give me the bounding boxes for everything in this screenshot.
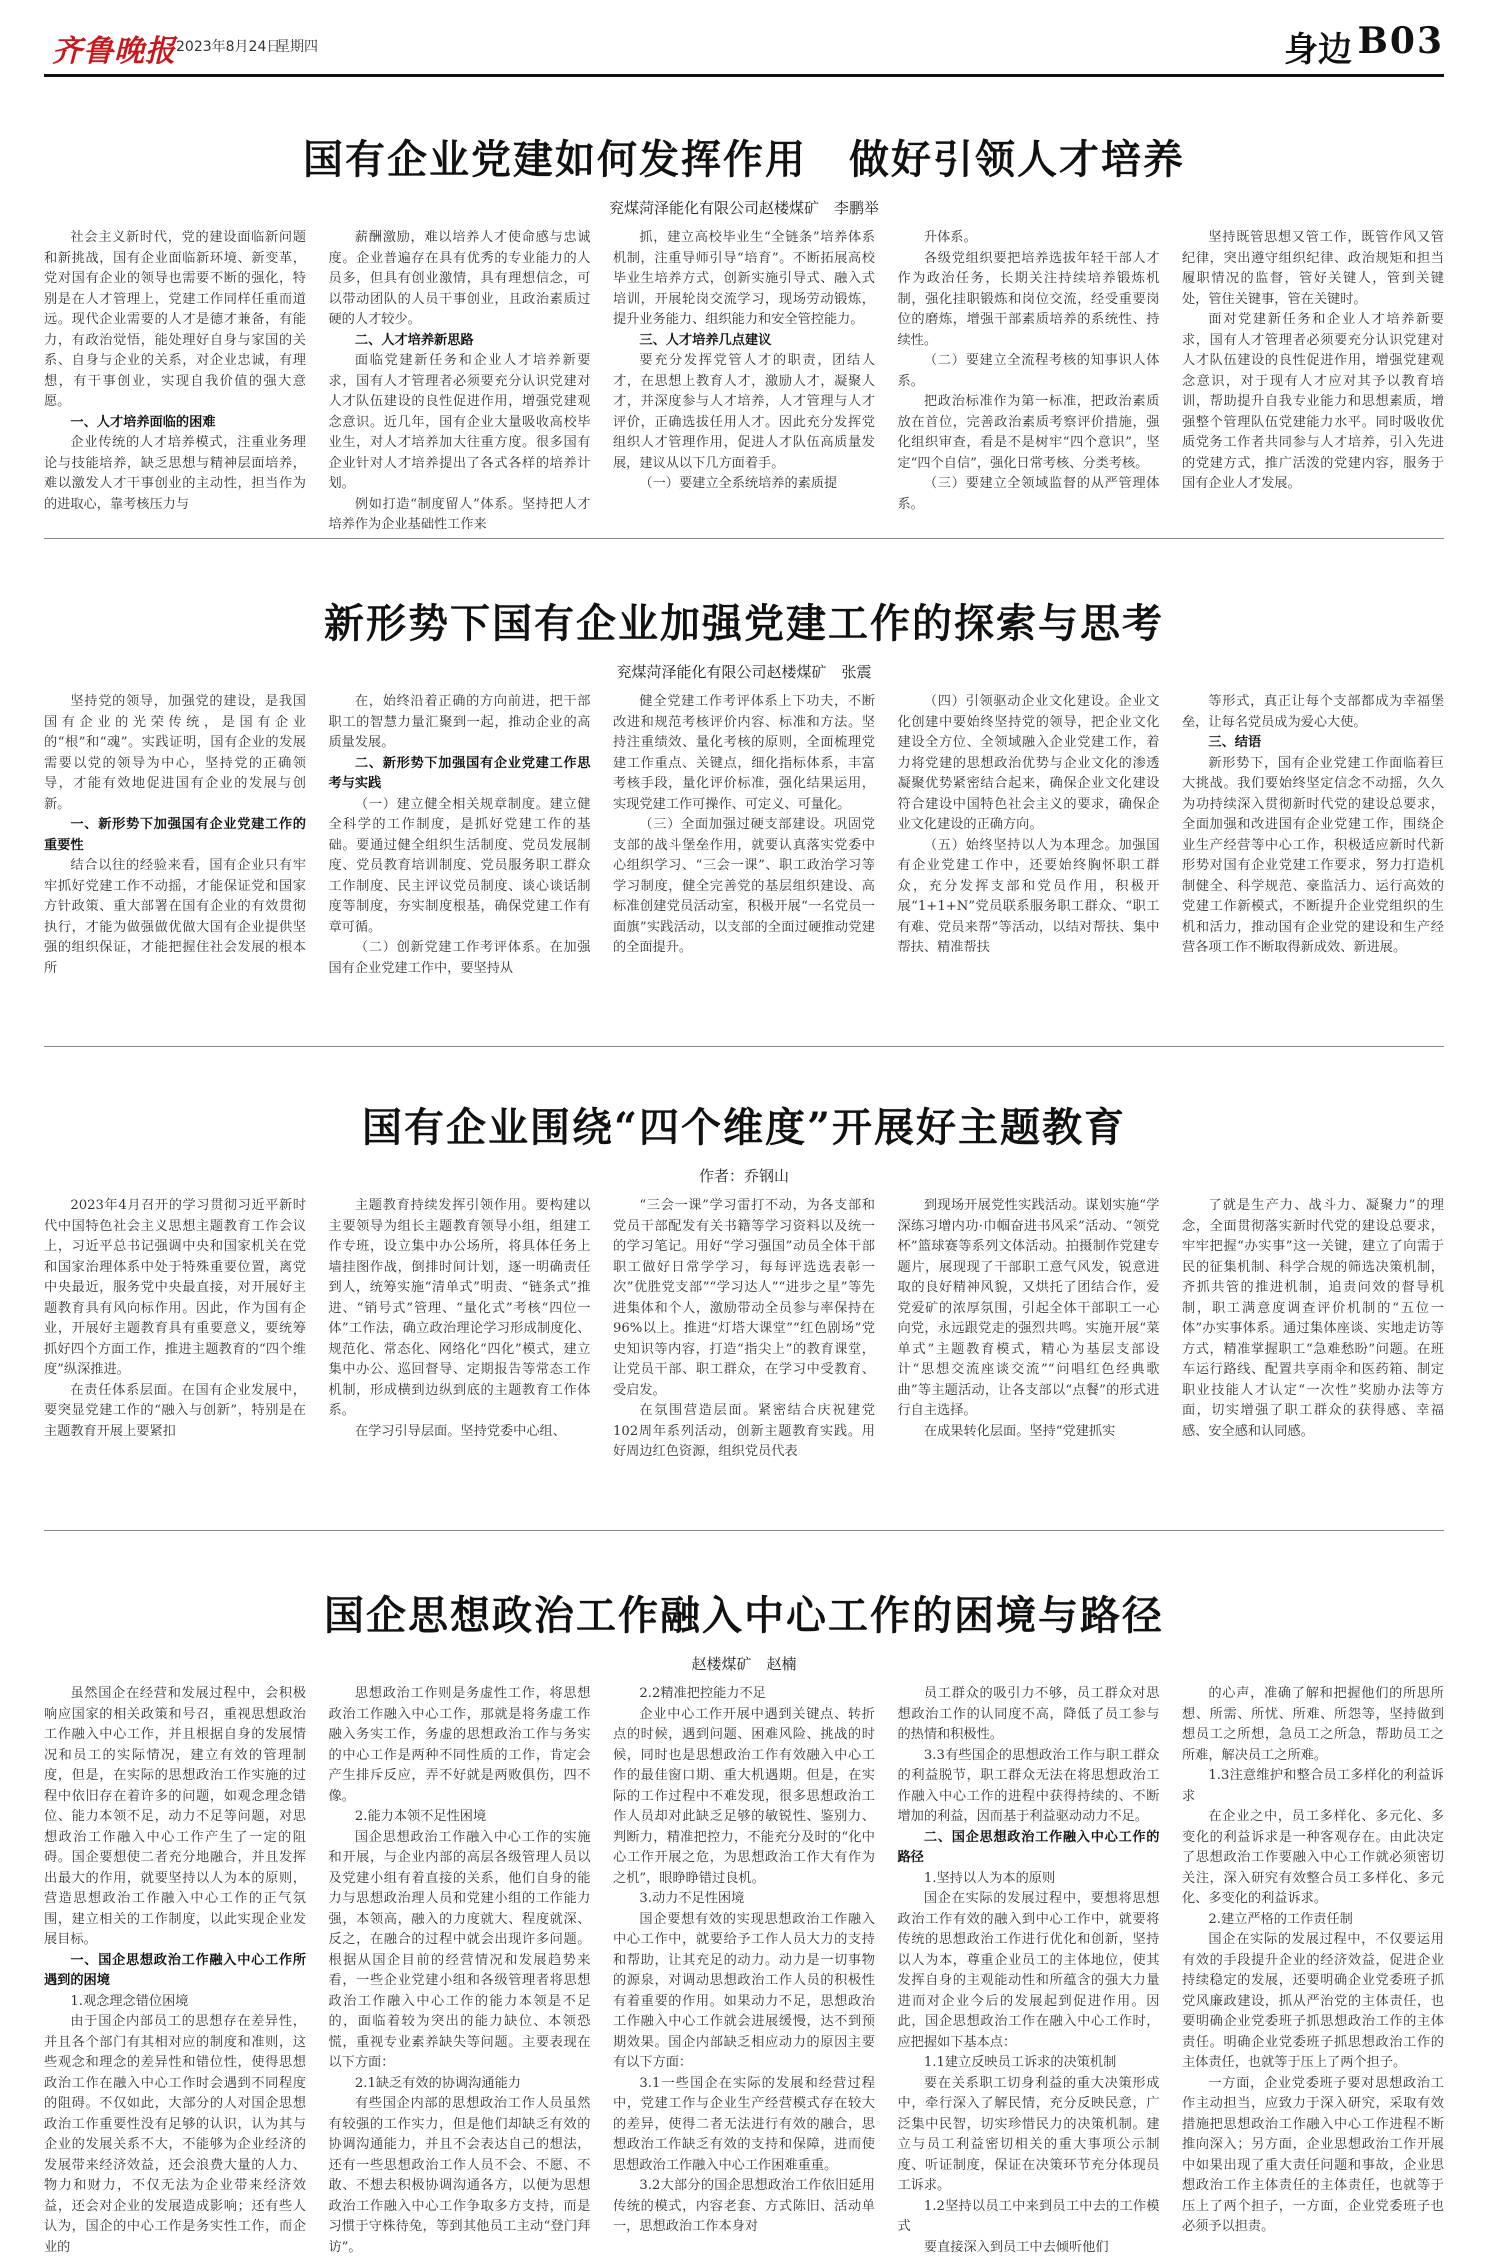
- article-2: [44, 592, 1444, 1042]
- article-byline: 作者：乔钢山: [44, 1165, 1444, 1186]
- article-1: [44, 128, 1444, 528]
- section-heading: 二、新形势下加强国有企业党建工作思考与实践: [329, 754, 591, 795]
- paragraph: 1.2坚持以员工中来到员工中去的工作模式: [898, 2197, 1160, 2238]
- paragraph: 抓，建立高校毕业生“全链条”培养体系机制，注重导师引导“培育”。不断拓展高校毕业生培养方式，创新实施引导式、融入式培训，开展轮岗交流学习，现场劳动锻炼，提升业务能力、组织能力和安全管控能力。: [613, 228, 875, 331]
- paragraph: 一方面，企业党委班子要对思想政治工作主动担当，应致力于深入研究，采取有效措施把思想政治工作融入中心工作进程不断推向深入；另方面，企业思想政治工作开展中如果出现了重大责任问题和事故，企业思想政治工作主体责任的主体责任，也就等于压上了两个担子，一方面，企业党委班子也必须予以担责。: [1182, 2074, 1444, 2238]
- paragraph: 新形势下，国有企业党建工作面临着巨大挑战。我们要始终坚定信念不动摇，久久为功持续深入贯彻新时代党的建设总要求，全面加强和改进国有企业党建工作，围绕企业生产经营等中心工作，积极适应新时代新形势对国有企业党建工作要求，努力打造机制健全、科学规范、豪监活力、运行高效的党建工作新模式，不断提升企业党组织的生机和活力，推动国有企业党的建设和生产经营各项工作不断取得新成效、新进展。: [1182, 754, 1444, 959]
- paragraph: 2.1缺乏有效的协调沟通能力: [329, 2074, 591, 2095]
- article-title: 国有企业围绕“四个维度”开展好主题教育: [44, 1096, 1444, 1153]
- paragraph: 面临党建新任务和企业人才培养新要求，国有人才管理者必须要充分认识党建对人才队伍建设的良性促进作用，增强党建观念意识。近几年，国有企业大量吸收高校毕业生，对人才培养加大往重方度。很多国有企业针对人才培养提出了各式各样的培养计划。: [329, 351, 591, 495]
- paragraph: （三）要建立全领域监督的从严管理体系。: [898, 474, 1160, 515]
- paragraph: 员工群众的吸引力不够，员工群众对思想政治工作的认同度不高，降低了员工参与的热情和积极性。: [898, 1684, 1160, 1746]
- paragraph: 3.2大部分的国企思想政治工作依旧延用传统的模式，内容老套、方式陈旧、活动单一，思想政治工作本身对: [613, 2176, 875, 2238]
- paragraph: 在企业之中，员工多样化、多元化、多变化的利益诉求是一种客观存在。由此决定了思想政治工作要融入中心工作就必须密切关注，深入研究有效整合员工多样化、多元化、多变化的利益诉求。: [1182, 1807, 1444, 1910]
- article-columns: [44, 1196, 1444, 1518]
- masthead: [0, 0, 1488, 82]
- paragraph: 坚持既管思想又管工作，既管作风又管纪律，突出遵守组织纪律、政治规矩和担当履职情况的监督，管好关键人，管到关键处，管住关键事，管在关键时。: [1182, 228, 1444, 310]
- paragraph: 思想政治工作则是务虚性工作，将思想政治工作融入中心工作，那就是将务虚工作融入务实工作，务虚的思想政治工作与务实的中心工作是两种不同性质的工作，肯定会产生排斥反应，弄不好就是两败俱伤，四不像。: [329, 1684, 591, 1807]
- paragraph: （四）引领驱动企业文化建设。企业文化创建中要始终坚持党的领导，把企业文化建设全方位、全领域融入企业党建工作，着力将党建的思想政治优势与企业文化的渗透凝聚优势紧密结合起来，确保企业文化建设符合建设中国特色社会主义的要求，确保企业文化建设的正确方向。: [898, 692, 1160, 836]
- paragraph: 2023年4月召开的学习贯彻习近平新时代中国特色社会主义思想主题教育工作会议上，习近平总书记强调中央和国家机关在党和国家治理体系中处于特殊重要位置，离党中央最近，服务党中央最直接，对开展好主题教育具有风向标作用。因此，作为国有企业，开展好主题教育具有重要意义，要统筹抓好四个方面工作，推进主题教育的“四个维度”纵深推进。: [44, 1196, 306, 1381]
- text-column: [44, 1684, 306, 2172]
- paragraph: （五）始终坚持以人为本理念。加强国有企业党建工作中，还要始终胸怀职工群众，充分发挥支部和党员作用，积极开展“1+1+N”党员联系服务职工群众、“职工有难、党员来帮”等活动，以结对帮扶、集中帮扶、精准帮扶: [898, 836, 1160, 959]
- section-name: 身边: [1284, 22, 1352, 71]
- text-column: [329, 228, 591, 518]
- text-column: [898, 1684, 1160, 2172]
- paragraph: 1.坚持以人为本的原则: [898, 1869, 1160, 1890]
- article-title: 国有企业党建如何发挥作用 做好引领人才培养: [44, 128, 1444, 185]
- section-heading: 二、国企思想政治工作融入中心工作的路径: [898, 1828, 1160, 1869]
- paragraph: （一）建立健全相关规章制度。建立健全科学的工作制度，是抓好党建工作的基础。要通过健全组织生活制度、党员发展制度、党员教育培训制度、党员服务职工群众工作制度、民主评议党员制度、谈心谈话制度等制度，夯实制度根基，确保党建工作有章可循。: [329, 795, 591, 939]
- text-column: [613, 228, 875, 518]
- issue-weekday: 星期四: [276, 36, 318, 56]
- paragraph: 各级党组织要把培养选拔年轻干部人才作为政治任务，长期关注持续培养锻炼机制，强化挂职锻炼和岗位交流，经受重要岗位的磨炼，增强干部素质培养的系统性、持续性。: [898, 249, 1160, 352]
- paragraph: 企业传统的人才培养模式，注重业务理论与技能培养，缺乏思想与精神层面培养，难以激发人才干事创业的主动性，担当作为的进取心，靠考核压力与: [44, 433, 306, 515]
- text-column: [44, 228, 306, 518]
- section-heading: 二、人才培养新思路: [329, 331, 591, 352]
- text-column: [1182, 1196, 1444, 1518]
- paragraph: 在氛围营造层面。紧密结合庆祝建党102周年系列活动，创新主题教育实践。用好周边红色资源，组织党员代表: [613, 1401, 875, 1463]
- paragraph: 要直接深入到员工中去倾听他们: [898, 2238, 1160, 2258]
- article-3: [44, 1096, 1444, 1526]
- paragraph: 企业中心工作开展中遇到关键点、转折点的时候，遇到问题、困难风险、挑战的时候，同时也是思想政治工作有效融入中心工作的最佳窗口期、重大机遇期。但是，在实际的工作过程中不难发现，很多思想政治工作人员却对此缺乏足够的敏锐性、鉴别力、判断力，精准把控力，不能充分及时的“化中心工作开展之危，为思想政治工作大有作为之机”，眼睁睁错过良机。: [613, 1705, 875, 1890]
- text-column: [898, 228, 1160, 518]
- text-column: [329, 1196, 591, 1518]
- section-heading: 三、人才培养几点建议: [613, 331, 875, 352]
- article-columns: [44, 1684, 1444, 2172]
- paragraph: （一）要建立全系统培养的素质提: [613, 474, 875, 495]
- paragraph: 2.建立严格的工作责任制: [1182, 1910, 1444, 1931]
- section-heading: 一、人才培养面临的困难: [44, 413, 306, 434]
- section-divider: [44, 538, 1444, 539]
- text-column: [1182, 228, 1444, 518]
- newspaper-logo: 齐鲁晚报: [52, 26, 176, 70]
- paragraph: （二）要建立全流程考核的知事识人体系。: [898, 351, 1160, 392]
- paragraph: 国企在实际的发展过程中，要想将思想政治工作有效的融入到中心工作中，就要将传统的思想政治工作进行优化和创新，坚持以人为本，尊重企业员工的主体地位，使其发挥自身的主观能动性和所蕴含的强大力量进而对企业今后的发展起到促进作用。因此，国企思想政治工作在融入中心工作时，应把握如下基本点：: [898, 1889, 1160, 2053]
- paragraph: 2.2精准把控能力不足: [613, 1684, 875, 1705]
- paragraph: 主题教育持续发挥引领作用。要构建以主要领导为组长主题教育领导小组，组建工作专班，设立集中办公场所，将具体任务上墙挂图作战，倒排时间计划，逐一明确责任到人，统筹实施“清单式”明责、“链条式”推进、“销号式”管理、“量化式”考核“四位一体”工作法，确立政治理论学习形成制度化、规范化、常态化、网络化“四化”模式，建立集中办公、巡回督导、定期报告等常态工作机制，形成横到边纵到底的主题教育工作体系。: [329, 1196, 591, 1422]
- text-column: [1182, 692, 1444, 1034]
- paragraph: 的心声，准确了解和把握他们的所思所想、所需、所忧、所难、所怨等，坚持做到想员工之所想，急员工之所急，帮助员工之所难，解决员工之所难。: [1182, 1684, 1444, 1766]
- paragraph: 结合以往的经验来看，国有企业只有牢牢抓好党建工作不动摇，才能保证党和国家方针政策、重大部署在国有企业的有效贯彻执行，才能为做强做优做大国有企业提供坚强的组织保证，才能把握住社会发展的根本所: [44, 856, 306, 979]
- paragraph: 3.1一些国企在实际的发展和经营过程中，党建工作与企业生产经营模式存在较大的差异，使得二者无法进行有效的融合，思想政治工作缺乏有效的支持和保障，进而使思想政治工作融入中心工作困难重重。: [613, 2074, 875, 2177]
- article-columns: [44, 692, 1444, 1034]
- page-number: B03: [1357, 20, 1444, 62]
- paragraph: 薪酬激励，难以培养人才使命感与忠诚度。企业普遍存在具有优秀的专业能力的人员多，但具有创业激情，具有理想信念，可以带动团队的人员干事创业，且政治素质过硬的人才较少。: [329, 228, 591, 331]
- article-4: [44, 1584, 1444, 2174]
- text-column: [898, 692, 1160, 1034]
- masthead-rule: [44, 74, 1444, 77]
- text-column: [44, 692, 306, 1034]
- paragraph: 在，始终沿着正确的方向前进，把干部职工的智慧力量汇聚到一起，推动企业的高质量发展。: [329, 692, 591, 754]
- section-divider: [44, 1046, 1444, 1047]
- paragraph: 有些国企内部的思想政治工作人员虽然有较强的工作实力，但是他们却缺乏有效的协调沟通能力，并且不会表达自己的想法，还有一些思想政治工作人员不会、不愿、不敢、不想去积极协调沟通各方，以便为思想政治工作融入中心工作争取多方支持，而是习惯于守株待兔，等到其他员工主动“登门拜访”。: [329, 2094, 591, 2258]
- article-byline: 赵楼煤矿 赵楠: [44, 1653, 1444, 1674]
- issue-date: 2023年8月24日: [176, 36, 280, 56]
- text-column: [329, 1684, 591, 2172]
- paragraph: 要在关系职工切身利益的重大决策形成中，牵行深入了解民情，充分反映民意，广泛集中民智，切实珍惜民力的决策机制。建立与员工利益密切相关的重大事项公示制度、听证制度，保证在决策环节充分体现员工诉求。: [898, 2074, 1160, 2197]
- paragraph: 1.3注意维护和整合员工多样化的利益诉求: [1182, 1766, 1444, 1807]
- text-column: [44, 1196, 306, 1518]
- paragraph: 面对党建新任务和企业人才培养新要求，国有人才管理者必须要充分认识党建对人才队伍建设的良性促进作用，增强党建观念意识，对于现有人才应对其予以教育培训，帮助提升自我专业能力和思想素质，增强整个管理队伍党建能力水平。同时吸收优质党务工作者共同参与人才培养，引入先进的党建方式，推广活泼的党建内容，服务于国有企业人才发展。: [1182, 310, 1444, 495]
- article-title: 国企思想政治工作融入中心工作的困境与路径: [44, 1584, 1444, 1641]
- section-heading: 三、结语: [1182, 733, 1444, 754]
- paragraph: 虽然国企在经营和发展过程中，会积极响应国家的相关政策和号召，重视思想政治工作融入中心工作，并且根据自身的发展情况和员工的实际情况，建立有效的管理制度，但是，在实际的思想政治工作实施的过程中依旧存在着许多的问题，如观念理念错位、能力本领不足，动力不足等问题，对思想政治工作融入中心工作产生了一定的阻碍。国企要想使二者充分地融合，并且发挥出最大的作用，就要坚持以人为本的原则，营造思想政治工作融入中心工作的正气氛围，建立相关的工作制度，以此实现企业发展目标。: [44, 1684, 306, 1951]
- paragraph: 在成果转化层面。坚持“党建抓实: [898, 1422, 1160, 1443]
- article-byline: 兖煤菏泽能化有限公司赵楼煤矿 李鹏举: [44, 197, 1444, 218]
- paragraph: （二）创新党建工作考评体系。在加强国有企业党建工作中，要坚持从: [329, 938, 591, 979]
- paragraph: “三会一课”学习雷打不动，为各支部和党员干部配发有关书籍等学习资料以及统一的学习笔记。用好“学习强国”动员全体干部职工做好日常学学习，每每评选选表彰一次”优胜党支部”“学习达人”“进步之星”等先进集体和个人，激励带动全员参与率保持在96%以上。推进“灯塔大课堂”“红色剧场”党史知识等内容，打造“指尖上”的教育课堂，让党员干部、职工群众，在学习中受教育、受启发。: [613, 1196, 875, 1401]
- text-column: [613, 692, 875, 1034]
- paragraph: 国企在实际的发展过程中，不仅要运用有效的手段提升企业的经济效益，促进企业持续稳定的发展，还要明确企业党委班子抓党风廉政建设，抓从严治党的主体责任，也要明确企业党委班子抓思想政治工作的主体责任。明确企业党委班子抓思想政治工作的主体责任，也就等于压上了两个担子。: [1182, 1930, 1444, 2074]
- text-column: [613, 1196, 875, 1518]
- paragraph: 1.观念理念错位困境: [44, 1992, 306, 2013]
- text-column: [1182, 1684, 1444, 2172]
- paragraph: 把政治标准作为第一标准，把政治素质放在首位，完善政治素质考察评价措施，强化组织审查，看是不是树牢“四个意识”，坚定“四个自信”，强化日常考核、分类考核。: [898, 392, 1160, 474]
- article-title: 新形势下国有企业加强党建工作的探索与思考: [44, 592, 1444, 649]
- paragraph: 到现场开展党性实践活动。谋划实施“学深练习增内功·巾帼奋进书风采”活动、“领党杯”篮球赛等系列文体活动。拍摄制作党建专题片，展现现了干部职工意气风发，锐意进取的良好精神风貌，又烘托了团结合作，爱党爱矿的浓厚氛围，引起全体干部职工一心向党，永远跟党走的强烈共鸣。实施开展“菜单式”主题教育模式，精心为基层支部设计“思想交流座谈交流”“问唱红色经典歌曲”等主题活动，让各支部以“点餐”的形式进行自主选择。: [898, 1196, 1160, 1422]
- paragraph: 了就是生产力、战斗力、凝聚力”的理念，全面贯彻落实新时代党的建设总要求，牢牢把握“办实事”这一关键，建立了向需于民的征集机制、科学合规的筛选决策机制，齐抓共管的推进机制，追责问效的督导机制，职工满意度调查评价机制的“五位一体”办实事体系。通过集体座谈、实地走访等方式，精准掌握职工“急难愁盼”问题。在班车运行路线、配置共享雨伞和医药箱、制定职业技能人才认定“一次性”奖励办法等方面，切实增强了职工群众的获得感、幸福感、安全感和认同感。: [1182, 1196, 1444, 1442]
- paragraph: 坚持党的领导，加强党的建设，是我国国有企业的光荣传统，是国有企业的“根”和“魂”。实践证明，国有企业的发展需要以党的领导为中心，坚持党的正确领导，才能有效地促进国有企业的发展与创新。: [44, 692, 306, 815]
- paragraph: 1.1建立反映员工诉求的决策机制: [898, 2053, 1160, 2074]
- paragraph: 例如打造“制度留人”体系。坚持把人才培养作为企业基础性工作来: [329, 495, 591, 536]
- article-byline: 兖煤菏泽能化有限公司赵楼煤矿 张震: [44, 661, 1444, 682]
- text-column: [898, 1196, 1160, 1518]
- paragraph: 升体系。: [898, 228, 1160, 249]
- paragraph: 由于国企内部员工的思想存在差异性，并且各个部门有其相对应的制度和准则，这些观念和理念的差异性和错位性，使得思想政治工作在融入中心工作时会遇到不同程度的阻碍。不仅如此，大部分的人对国企思想政治工作重要性没有足够的认识，认为其与企业的发展关系不大，不能够为企业经济的发展带来经济效益，还会浪费大量的人力、物力和财力，不仅无法为企业带来经济效益，还会对企业的发展造成影响；还有些人认为，国企的中心工作是务实性工作，而企业的: [44, 2012, 306, 2258]
- article-columns: [44, 228, 1444, 518]
- paragraph: 2.能力本领不足性困境: [329, 1807, 591, 1828]
- text-column: [329, 692, 591, 1034]
- section-divider: [44, 1530, 1444, 1531]
- paragraph: 3.动力不足性困境: [613, 1889, 875, 1910]
- paragraph: 国企要想有效的实现思想政治工作融入中心工作中，就要给予工作人员大力的支持和帮助，让其充足的动力。动力是一切事物的源泉，对调动思想政治工作人员的积极性有着重要的作用。如果动力不足，思想政治工作融入中心工作就会进展缓慢，达不到预期效果。国企内部缺乏相应动力的原因主要有以下方面：: [613, 1910, 875, 2074]
- paragraph: （三）全面加强过硬支部建设。巩固党支部的战斗堡垒作用，就要认真落实党委中心组织学习、“三会一课”、职工政治学习等学习制度，健全完善党的基层组织建设、高标准创建党员活动室，积极开展“一名党员一面旗”实践活动，以支部的全面过硬推动党建的全面提升。: [613, 815, 875, 959]
- paragraph: 等形式，真正让每个支部都成为幸福堡垒，让每名党员成为爱心大使。: [1182, 692, 1444, 733]
- paragraph: 要充分发挥党管人才的职责，团结人才，在思想上教育人才，激励人才，凝聚人才，并深度参与人才培养，人才管理与人才评价，正确选拔任用人才。因此充分发挥党组织人才管理作用，促进人才队伍高质量发展，建议从以下几方面着手。: [613, 351, 875, 474]
- paragraph: 在学习引导层面。坚持党委中心组、: [329, 1422, 591, 1443]
- paragraph: 在责任体系层面。在国有企业发展中，要突显党建工作的“融入与创新”，特别是在主题教育开展上要紧扣: [44, 1381, 306, 1443]
- section-heading: 一、国企思想政治工作融入中心工作所遇到的困境: [44, 1951, 306, 1992]
- paragraph: 健全党建工作考评体系上下功夫，不断改进和规范考核评价内容、标准和方法。坚持注重绩效、量化考核的原则，全面梳理党建工作重点、关键点，细化指标体系，丰富考核手段，量化评价标准，强化结果运用，实现党建工作可操作、可定义、可量化。: [613, 692, 875, 815]
- paragraph: 国企思想政治工作融入中心工作的实施和开展，与企业内部的高层各级管理人员以及党建小组有着直接的关系，他们自身的能力与思想政治理人员和党建小组的工作能力强，本领高，融入的力度就大、程度就深、反之，在融合的过程中就会出现许多问题。根据从国企目前的经营情况和发展趋势来看，一些企业党建小组和各级管理者将思想政治工作融入中心工作的能力本领是不足的，面临着较为突出的能力缺位、本领恐慌，重视专业素养缺失等问题。主要表现在以下方面：: [329, 1828, 591, 2074]
- paragraph: 社会主义新时代，党的建设面临新问题和新挑战，国有企业面临新环境、新变革，党对国有企业的领导也需要不断的强化，特别是在人才管理上，党建工作同样任重而道远。现代企业需要的人才是德才兼备，有能力，有政治觉悟，能处理好自身与家国的关系、自身与企业的关系，对企业忠诚，有理想，有干事创业，实现自我价值的强大意愿。: [44, 228, 306, 413]
- paragraph: 3.3有些国企的思想政治工作与职工群众的利益脱节，职工群众无法在将思想政治工作融入中心工作的进程中获得持续的、不断增加的利益，因而基于利益驱动动力不足。: [898, 1746, 1160, 1828]
- section-heading: 一、新形势下加强国有企业党建工作的重要性: [44, 815, 306, 856]
- text-column: [613, 1684, 875, 2172]
